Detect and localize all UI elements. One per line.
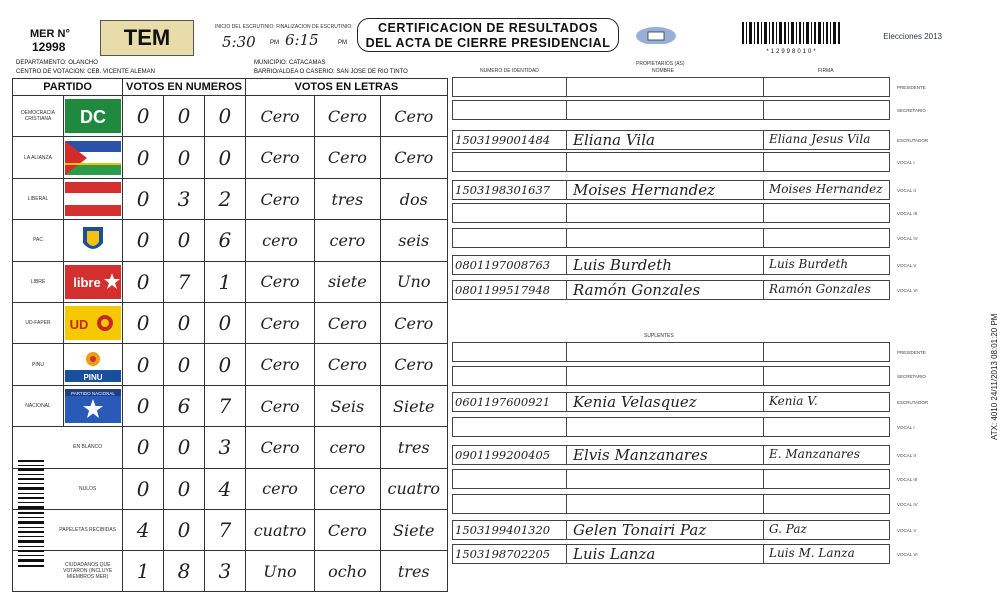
signature-row: [452, 445, 890, 465]
vote-word: cero: [245, 220, 314, 261]
party-flag-cell: [64, 261, 123, 302]
member-signature: E. Manzanares: [769, 447, 860, 461]
member-signature: Moises Hernandez: [769, 182, 883, 196]
vote-word: Cero: [380, 303, 447, 344]
vote-digit: 0: [164, 344, 205, 385]
table-row: [13, 385, 448, 426]
name-cell: [566, 153, 764, 171]
party-flag-cell: [64, 385, 123, 426]
vote-digit: 0: [123, 261, 164, 302]
id-number: 0801197008763: [455, 258, 551, 272]
member-signature: Ramón Gonzales: [769, 282, 871, 296]
name-cell: [566, 204, 764, 222]
signature-row: [452, 100, 890, 120]
vote-digit: 0: [123, 385, 164, 426]
vote-digit: 3: [204, 427, 245, 468]
role-label: SECRETARIO: [897, 374, 926, 379]
barcode-icon: [742, 22, 842, 44]
table-row: [13, 510, 448, 551]
id-number: 0801199517948: [455, 283, 551, 297]
dc-flag-text: DC: [80, 107, 107, 128]
vote-word: tres: [315, 178, 380, 219]
member-name: Eliana Vila: [573, 131, 655, 149]
signature-row: [452, 152, 890, 172]
member-name: Luis Lanza: [573, 545, 656, 563]
party-flag-cell: [64, 344, 123, 385]
header-letras: VOTOS EN LETRAS: [245, 79, 447, 96]
id-cell: [453, 101, 567, 119]
role-label: VOCAL IV: [897, 502, 918, 507]
role-label: VOCAL V: [897, 528, 917, 533]
vote-digit: 2: [204, 178, 245, 219]
id-number: 0601197600921: [455, 395, 551, 409]
vote-word: Cero: [245, 178, 314, 219]
member-signature: G. Paz: [769, 522, 807, 536]
dc-flag-icon: [65, 99, 121, 133]
party-name: LIBRE: [13, 261, 64, 302]
name-cell: [566, 101, 764, 119]
hdr-firma: FIRMA: [818, 68, 834, 74]
name-cell: [566, 367, 764, 385]
id-cell: [453, 418, 567, 436]
top-barcode: [742, 22, 842, 55]
vote-digit: 3: [204, 551, 245, 592]
party-flag-cell: [64, 96, 123, 137]
nacional-flag-icon: [65, 389, 121, 423]
pinu-flag-text: PINU: [83, 372, 103, 382]
vote-digit: 0: [123, 137, 164, 178]
party-name: LIBERAL: [13, 178, 64, 219]
vote-word: Cero: [380, 137, 447, 178]
vote-digit: 0: [123, 427, 164, 468]
vote-digit: 0: [204, 96, 245, 137]
votes-table: [12, 78, 448, 592]
vote-digit: 0: [164, 137, 205, 178]
time-start-suffix: PM: [270, 40, 279, 46]
vote-digit: 1: [204, 261, 245, 302]
id-cell: [453, 204, 567, 222]
role-label: PRESIDENTE: [897, 85, 926, 90]
libre-flag-text: libre: [73, 274, 101, 290]
time-end-suffix: PM: [338, 40, 347, 46]
time-labels: INICIO DEL ESCRUTINIO: FINALIZACION DE ESCRUTINIO:: [215, 24, 353, 30]
member-signature: Luis Burdeth: [769, 257, 849, 271]
party-name: NULOS: [13, 468, 123, 509]
vote-digit: 0: [164, 96, 205, 137]
vote-word: Cero: [245, 96, 314, 137]
party-name: EN BLANCO: [13, 427, 123, 468]
role-label: ESCRUTADOR: [897, 138, 929, 143]
role-label: ESCRUTADOR: [897, 400, 929, 405]
vote-digit: 0: [164, 427, 205, 468]
vote-word: siete: [315, 261, 380, 302]
id-cell: [453, 495, 567, 513]
role-label: SECRETARIO: [897, 108, 926, 113]
municipio-field: MUNICIPIO: CATACAMAS: [254, 60, 326, 66]
vote-digit: 4: [123, 510, 164, 551]
vote-word: Cero: [380, 344, 447, 385]
name-cell: [566, 78, 764, 96]
member-name: Moises Hernandez: [573, 181, 716, 199]
table-row: [13, 137, 448, 178]
signature-row: [452, 228, 890, 248]
table-row: [13, 261, 448, 302]
vote-word: Cero: [315, 510, 380, 551]
votes-body: [13, 96, 448, 592]
id-number: 1503198702205: [455, 547, 551, 561]
liberal-flag-icon: [65, 182, 121, 216]
header-partido: PARTIDO: [13, 79, 123, 96]
id-cell: [453, 78, 567, 96]
time-start: 5:30: [222, 33, 256, 51]
party-name: CIUDADANOS QUE VOTARON (INCLUYE MIEMBROS MER): [13, 551, 123, 592]
vote-word: cuatro: [245, 510, 314, 551]
signature-row: [452, 366, 890, 386]
vote-word: cero: [315, 220, 380, 261]
party-name: NACIONAL: [13, 385, 64, 426]
role-label: VOCAL I: [897, 160, 915, 165]
mer-number: 12998: [32, 40, 66, 54]
party-name: PINU: [13, 344, 64, 385]
party-name: LA ALIANZA: [13, 137, 64, 178]
role-label: VOCAL I: [897, 425, 915, 430]
vote-word: seis: [380, 220, 447, 261]
signature-row: [452, 417, 890, 437]
vote-digit: 0: [204, 303, 245, 344]
member-signature: Kenia V.: [769, 394, 818, 408]
nacional-flag-text: PARTIDO NACIONAL: [71, 391, 116, 397]
party-flag-cell: [64, 137, 123, 178]
member-name: Elvis Manzanares: [573, 446, 708, 464]
vote-word: Cero: [245, 344, 314, 385]
hdr-propietarios: PROPIETARIOS (AS): [636, 61, 685, 67]
hdr-nombre: NOMBRE: [652, 68, 674, 74]
id-cell: [453, 367, 567, 385]
vote-digit: 0: [164, 303, 205, 344]
id-number: 1503199401320: [455, 523, 551, 537]
table-row: [13, 220, 448, 261]
vote-word: Cero: [315, 96, 380, 137]
role-label: VOCAL VI: [897, 552, 918, 557]
member-name: Gelen Tonairi Paz: [573, 521, 707, 539]
elecciones-logo-text: Elecciones 2013: [883, 32, 942, 41]
vote-word: Siete: [380, 385, 447, 426]
member-name: Luis Burdeth: [573, 256, 672, 274]
role-label: VOCAL III: [897, 477, 918, 482]
role-label: PRESIDENTE: [897, 350, 926, 355]
vote-word: Cero: [245, 385, 314, 426]
hdr-suplentes: SUPLENTES: [644, 333, 674, 339]
party-flag-cell: [64, 178, 123, 219]
vote-digit: 0: [164, 468, 205, 509]
vote-word: Cero: [315, 137, 380, 178]
vote-digit: 0: [123, 96, 164, 137]
vote-digit: 0: [123, 220, 164, 261]
vote-word: ocho: [315, 551, 380, 592]
id-cell: [453, 153, 567, 171]
departamento-field: DEPARTAMENTO: OLANCHO: [16, 60, 98, 66]
table-row: [13, 303, 448, 344]
signature-row: [452, 255, 890, 275]
elecciones-logo: [880, 22, 942, 52]
pinu-flag-icon: [65, 348, 121, 382]
vote-digit: 0: [123, 303, 164, 344]
vote-digit: 7: [204, 385, 245, 426]
vote-word: Cero: [315, 303, 380, 344]
id-number: 1503199001484: [455, 133, 551, 147]
vote-word: Cero: [245, 261, 314, 302]
table-row: [13, 96, 448, 137]
barrio-field: BARRIO/ALDEA O CASERIO: SAN JOSE DE RIO TINTO: [254, 69, 408, 75]
name-cell: [566, 495, 764, 513]
vote-digit: 1: [123, 551, 164, 592]
table-row: [13, 551, 448, 592]
pac-flag-icon: [65, 223, 121, 257]
table-row: [13, 178, 448, 219]
signature-row: [452, 130, 890, 150]
title-line-2: DEL ACTA DE CIERRE PRESIDENCIAL: [365, 36, 611, 50]
name-cell: [566, 470, 764, 488]
libre-flag-icon: [65, 265, 121, 299]
title-line-1: CERTIFICACION DE RESULTADOS: [378, 21, 598, 35]
vote-digit: 6: [204, 220, 245, 261]
vote-digit: 7: [164, 261, 205, 302]
signature-row: [452, 392, 890, 412]
signature-row: [452, 180, 890, 200]
party-name: PAPELETAS RECIBIDAS: [13, 510, 123, 551]
role-label: VOCAL IV: [897, 236, 918, 241]
name-cell: [566, 343, 764, 361]
vote-word: cero: [245, 468, 314, 509]
table-row: [13, 344, 448, 385]
party-flag-cell: [64, 303, 123, 344]
vote-word: Cero: [245, 137, 314, 178]
vote-digit: 0: [123, 344, 164, 385]
mer-label: MER N°: [30, 28, 70, 40]
vote-digit: 0: [164, 220, 205, 261]
tem-badge: TEM: [100, 20, 194, 56]
signature-row: [452, 203, 890, 223]
signature-row: [452, 280, 890, 300]
vote-word: Cero: [245, 303, 314, 344]
vote-digit: 7: [204, 510, 245, 551]
signature-row: [452, 494, 890, 514]
vote-word: Siete: [380, 510, 447, 551]
vote-word: Cero: [380, 96, 447, 137]
vote-digit: 3: [164, 178, 205, 219]
time-end: 6:15: [285, 31, 319, 49]
timestamp-stamp: ATX: 4010 24/11/2013 08:01:20 PM: [990, 313, 999, 440]
id-number: 1503198301637: [455, 183, 551, 197]
member-signature: Luis M. Lanza: [769, 546, 855, 560]
role-label: VOCAL VI: [897, 288, 918, 293]
role-label: VOCAL III: [897, 211, 918, 216]
vote-word: dos: [380, 178, 447, 219]
vote-word: cero: [315, 468, 380, 509]
table-header-row: [13, 79, 448, 96]
vote-word: Cero: [315, 344, 380, 385]
vote-word: tres: [380, 427, 447, 468]
hdr-identidad: NUMERO DE IDENTIDAD: [480, 68, 539, 74]
vote-word: Seis: [315, 385, 380, 426]
id-number: 0901199200405: [455, 448, 551, 462]
vote-word: Uno: [245, 551, 314, 592]
vote-digit: 0: [123, 178, 164, 219]
barcode-number: *12998010*: [766, 49, 818, 55]
party-name: UD-FAPER: [13, 303, 64, 344]
vote-digit: 4: [204, 468, 245, 509]
party-flag-cell: [64, 220, 123, 261]
name-cell: [566, 229, 764, 247]
party-name: PAC: [13, 220, 64, 261]
vote-digit: 0: [204, 137, 245, 178]
signature-row: [452, 469, 890, 489]
role-label: VOCAL II: [897, 453, 916, 458]
id-cell: [453, 343, 567, 361]
signature-row: [452, 520, 890, 540]
vote-digit: 0: [164, 510, 205, 551]
party-name: DEMOCRACIA CRISTIANA: [13, 96, 64, 137]
id-cell: [453, 470, 567, 488]
document-title: [357, 18, 619, 52]
member-name: Kenia Velasquez: [573, 393, 697, 411]
vote-word: cero: [315, 427, 380, 468]
alianza-flag-icon: [65, 141, 121, 175]
tse-logo-icon: [634, 24, 682, 52]
vote-word: Cero: [245, 427, 314, 468]
signature-row: [452, 342, 890, 362]
header-numeros: VOTOS EN NUMEROS: [123, 79, 246, 96]
name-cell: [566, 418, 764, 436]
side-barcode-icon: [18, 460, 44, 568]
signature-row: [452, 544, 890, 564]
vote-word: Uno: [380, 261, 447, 302]
vote-digit: 6: [164, 385, 205, 426]
ud-flag-icon: [65, 306, 121, 340]
vote-digit: 0: [123, 468, 164, 509]
id-cell: [453, 229, 567, 247]
member-signature: Eliana Jesus Vila: [769, 132, 871, 146]
table-row: [13, 427, 448, 468]
role-label: VOCAL V: [897, 263, 917, 268]
table-row: [13, 468, 448, 509]
vote-digit: 8: [164, 551, 205, 592]
centro-field: CENTRO DE VOTACION: CEB. VICENTE ALEMAN: [16, 69, 155, 75]
ud-flag-text: UD: [69, 317, 89, 333]
vote-word: tres: [380, 551, 447, 592]
member-name: Ramón Gonzales: [573, 281, 701, 299]
signature-row: [452, 77, 890, 97]
role-label: VOCAL II: [897, 188, 916, 193]
vote-digit: 0: [204, 344, 245, 385]
vote-word: cuatro: [380, 468, 447, 509]
